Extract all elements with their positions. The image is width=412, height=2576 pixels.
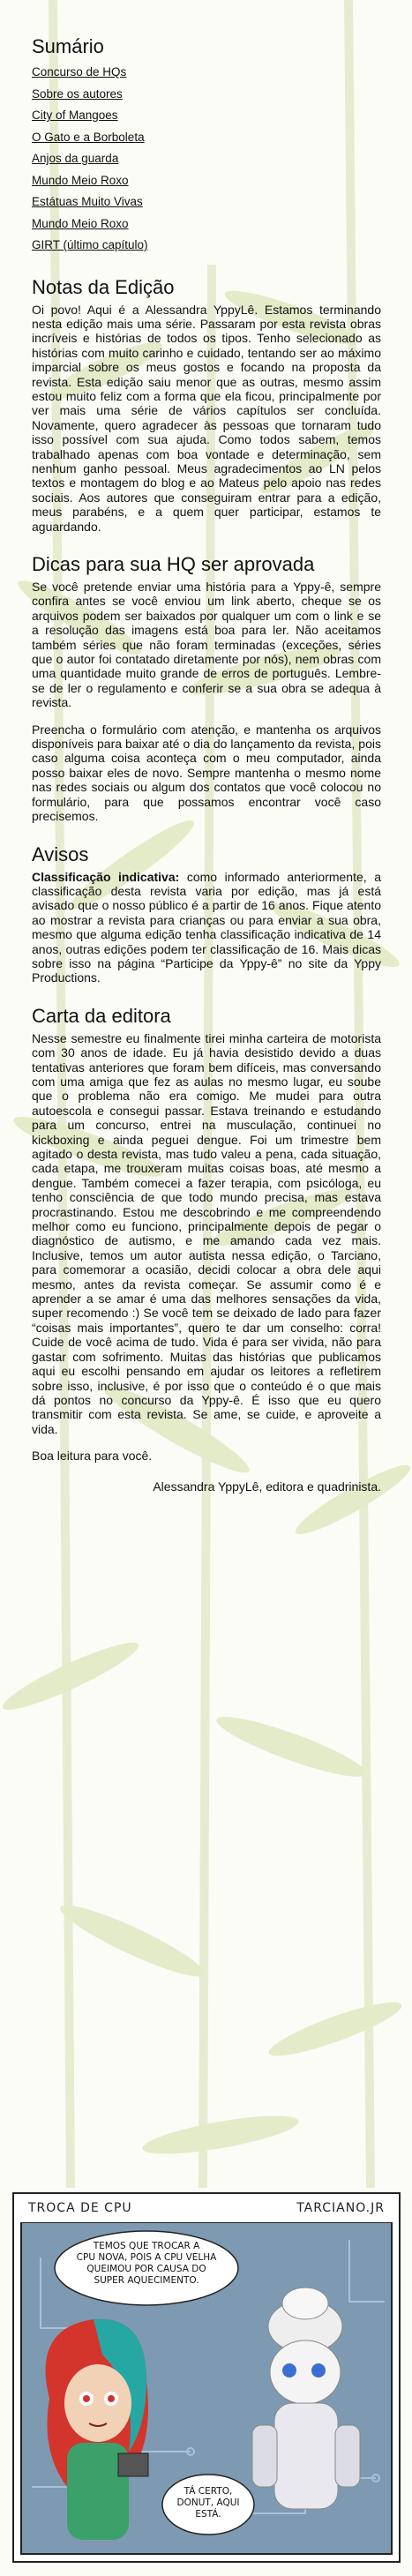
rating-label: Classificação indicativa: xyxy=(32,869,180,884)
summary-title: Sumário xyxy=(32,35,104,57)
document-body xyxy=(32,35,381,1494)
toc-link[interactable]: O Gato e a Borboleta xyxy=(32,130,145,144)
notices-section xyxy=(32,843,381,985)
tips-title: Dicas para sua HQ ser aprovada xyxy=(32,553,315,575)
editor-letter-title: Carta da editora xyxy=(32,1004,171,1027)
toc-link[interactable]: Sobre os autores xyxy=(32,86,123,101)
rating-text: como informado anteriormente, a classificação desta revista varia por edição, mas já está avisado que o nosso público é a partir de 16 anos. Fique atento ao mostrar a revista para crianças ou para enviar a sua obra, mesmo que alguma edição tenha classificação indicativa de 14 anos, outras edições podem ter classificação de 16. Mais dicas sobre isso na página “Participe da Yppy-ê” no site da Yppy Productions. xyxy=(32,869,381,985)
speech-bubble-1 xyxy=(55,2231,238,2305)
comic-panel xyxy=(12,2192,401,2563)
editor-letter-section xyxy=(32,1005,381,1494)
toc-link[interactable]: GIRT (último capítulo) xyxy=(32,238,148,251)
bubble2-line: ESTÁ. xyxy=(195,2509,221,2520)
comic-illustration xyxy=(14,2222,399,2561)
editor-notes-section xyxy=(32,276,381,535)
toc-link[interactable]: Anjos da guarda xyxy=(32,152,119,165)
comic-author: TARCIANO.JR xyxy=(296,2201,385,2215)
signature: Alessandra YppyLê, editora e quadrinista. xyxy=(153,1479,381,1494)
bubble1-line: CPU NOVA, POIS A CPU VELHA xyxy=(76,2252,217,2263)
bubble2-line: DONUT, AQUI xyxy=(176,2497,240,2508)
closing-line: Boa leitura para você. xyxy=(32,1449,153,1464)
tips-paragraph-1: Se você pretende enviar uma história para a Yppy-ê, sempre confira antes se você enviou um link aberto, cheque se os arquivos podem ser baixados por qualquer um com o link e se a resolução das imagens está boa para ler. Não aceitamos também séries que não foram terminadas (exceções, séries que o autor foi contatado diretamente por nós), nem obras com uma quantidade muito grande de erros de português. Lembre-se de ler o regulamento e conferir se a sua obra se adequa à revista. xyxy=(32,580,381,710)
notices-text xyxy=(32,870,381,985)
editor-notes-text: Oi povo! Aqui é a Alessandra YppyLê. Estamos terminando nesta edição mais uma série. Passaram por esta revista obras incríveis e histórias de todos os tipos. Tenho selecionado as histórias com muito carinho e cuidado, tentando ser ao máximo imparcial sobre os meus gostos e focando na proposta da revista. Esta edição saiu menor que as outras, mesmo assim estou muito feliz com a forma que ela ficou, principalmente por ver mais uma série de vários capítulos ser concluída. Novamente, quero agradecer às pessoas que tornaram tudo isso possível com sua ajuda. Como todos sabem, temos trabalhado apenas com boa vontade e determinação, sem nenhum ganho pessoal. Meus agradecimentos ao LN pelos textos e montagem do blog e ao Mateus pelo apoio nas redes sociais. Aos autores que conseguiram entrar para a edição, meus parabéns, e a quem quer participar, estamos te aguardando. xyxy=(32,302,381,534)
toc-link[interactable]: Concurso de HQs xyxy=(32,65,127,79)
summary-section xyxy=(32,35,381,257)
tips-paragraph-2: Preencha o formulário com atenção, e mantenha os arquivos disponíveis para baixar até o dia do lançamento da revista, pois caso alguma coisa aconteça com o meu computador, ainda posso baixar eles de novo. Sempre mantenha o mesmo nome nas redes sociais ou algum dos contatos que você colocou no formulário, para que possamos encontrar você caso precisemos. xyxy=(32,722,381,824)
bubble1-line: QUEIMOU POR CAUSA DO xyxy=(86,2264,206,2274)
tips-section xyxy=(32,553,381,824)
bubble1-line: SUPER AQUECIMENTO. xyxy=(94,2275,199,2286)
editor-notes-title: Notas da Edição xyxy=(32,275,175,298)
toc-link[interactable]: Mundo Meio Roxo xyxy=(32,173,129,187)
bubble1-line: TEMOS QUE TROCAR A xyxy=(93,2241,200,2251)
notices-title: Avisos xyxy=(32,842,89,865)
comic-title: TROCA DE CPU xyxy=(28,2201,132,2215)
toc-link[interactable]: Estátuas Muito Vivas xyxy=(32,195,143,208)
cpu-chip xyxy=(118,2453,148,2476)
toc-link[interactable]: City of Mangoes xyxy=(32,109,118,122)
speech-bubble-2 xyxy=(162,2475,254,2535)
bubble2-line: TÁ CERTO, xyxy=(184,2486,233,2497)
editor-letter-text: Nesse semestre eu finalmente tirei minha carteira de motorista com 30 anos de idade. Eu já havia desistido devido a duas tentativas anteriores que foram bem difíceis, mas conversando com uma amiga que fez as aulas no mesmo lugar, eu soube que o problema não era comigo. Me mudei para outra autoescola e consegui passar. Estava treinando e estudando para um concurso, entrei na musculação, continuei no kickboxing e ainda peguei dengue. Foi um trimestre bem agitado o desta revista, mas tudo valeu a pena, cada situação, cada etapa, me trouxeram muitas coisas boas, até mesmo a dengue. Também comecei a fazer terapia, com psicóloga, eu tenho consciência de que todo mundo precisa, mas estava procrastinando. Estou me descobrindo e me compreendendo melhor como eu funciono, principalmente depois de pegar o diagnóstico de autismo, e me amando cada vez mais. Inclusive, temos um autor autista nessa edição, o Tarciano, para comemorar a ocasião, decidi colocar a obra dele aqui mesmo, antes da revista começar. Se assumir como é e aprender a se amar é uma das melhores sensações da vida, super recomendo :) Se você tem se deixado de lado para fazer “coisas mais importantes”, quero te dar um conselho: corra! Cuide de você acima de tudo. Vida é para ser vivida, não para gastar com sofrimento. Muitas das histórias que publicamos aqui eu escolhi pensando em ajudar os leitores a refletirem sobre isso, inclusive, é por isso que o conteúdo é o que mais dá pontos no concurso da Yppy-ê. É isso que eu quero transmitir com esta revista. Se ame, se cuide, e aproveite a vida. xyxy=(32,1030,381,1436)
summary-list xyxy=(32,62,381,257)
toc-link[interactable]: Mundo Meio Roxo xyxy=(32,216,129,230)
